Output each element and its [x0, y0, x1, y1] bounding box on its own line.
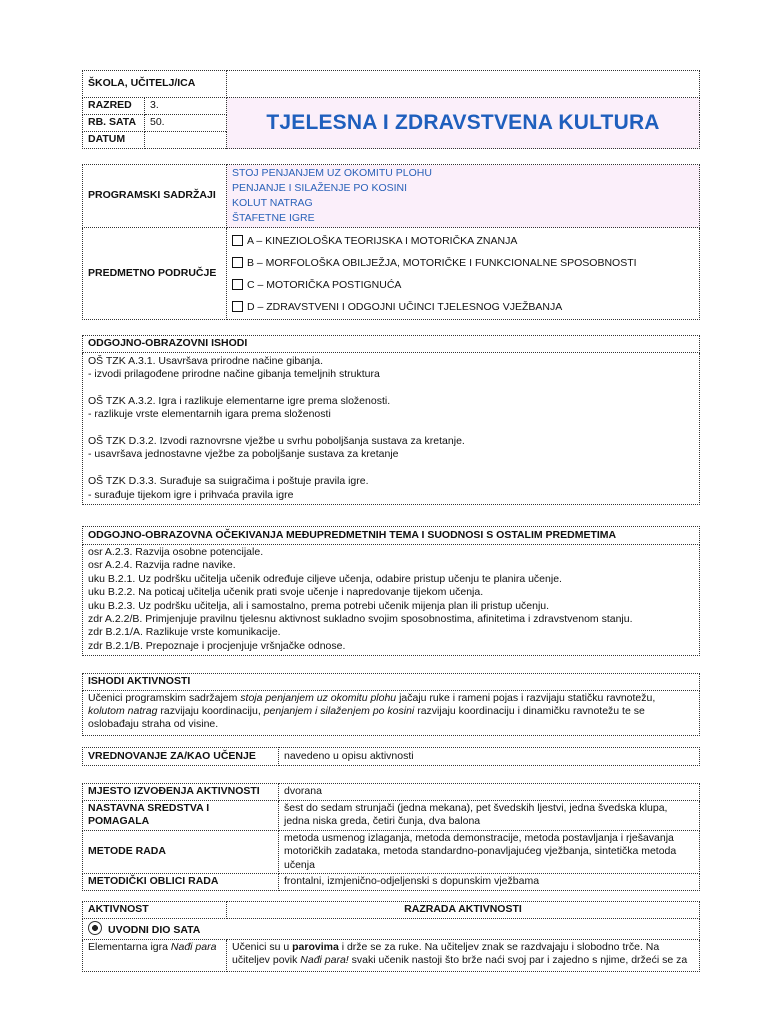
- resources-value: šest do sedam strunjači (jedna mekana), pet švedskih ljestvi, jedna švedska klupa, jedna niska greda, četiri čunja, dva balona: [279, 800, 700, 830]
- subject-area-label: PREDMETNO PODRUČJE: [83, 228, 227, 320]
- program-item: PENJANJE I SILAŽENJE PO KOSINI: [232, 182, 408, 194]
- activity-table: [82, 901, 700, 972]
- checkbox[interactable]: [232, 235, 243, 246]
- school-label: ŠKOLA, UČITELJ/ICA: [83, 71, 227, 98]
- section-title: UVODNI DIO SATA: [108, 923, 201, 936]
- program-item: KOLUT NATRAG: [232, 197, 313, 209]
- activity-col-header: AKTIVNOST: [83, 902, 227, 919]
- date-value[interactable]: [145, 132, 227, 149]
- outcomes-label: ODGOJNO-OBRAZOVNI ISHODI: [83, 336, 700, 353]
- activity-name: Elementarna igra Nađi para: [83, 940, 227, 972]
- lesson-number-label: RB. SATA: [83, 115, 145, 132]
- methods-label: METODE RADA: [83, 830, 279, 874]
- grade-value[interactable]: 3.: [145, 98, 227, 115]
- subject-area-option-b[interactable]: B – MORFOLOŠKA OBILJEŽJA, MOTORIČKE I FUNKCIONALNE SPOSOBNOSTI: [232, 252, 694, 274]
- evaluation-table: [82, 747, 700, 766]
- date-label: DATUM: [83, 132, 145, 149]
- lesson-number-value[interactable]: 50.: [145, 115, 227, 132]
- resources-label: NASTAVNA SREDSTVA I POMAGALA: [83, 800, 279, 830]
- section-intro: [83, 919, 700, 940]
- activity-detail-col-header: RAZRADA AKTIVNOSTI: [227, 902, 700, 919]
- program-item: ŠTAFETNE IGRE: [232, 212, 315, 224]
- program-item: STOJ PENJANJEM UZ OKOMITU PLOHU: [232, 167, 432, 179]
- activity-description: Učenici su u parovima i drže se za ruke. Na učiteljev znak se razdvajaju i slobodno trče. Na učiteljev povik Nađi para! svaki učenik nastoji što brže naći svoj par i zajedno s njime, držeći se za: [227, 940, 700, 972]
- location-label: MJESTO IZVOĐENJA AKTIVNOSTI: [83, 784, 279, 801]
- program-label: PROGRAMSKI SADRŽAJI: [83, 165, 227, 228]
- activity-outcomes-label: ISHODI AKTIVNOSTI: [83, 674, 700, 691]
- activity-outcomes-text: Učenici programskim sadržajem stoja penjanjem uz okomitu plohu jačaju ruke i rameni pojas i razvijaju statičku ravnotežu, kolutom natrag razvijaju koordinaciju, penjanjem i silaženjem po kosini razvijaju koordinaciju i dinamičku ravnotežu te se oslobađaju straha od visine.: [83, 690, 700, 735]
- evaluation-label: VREDNOVANJE ZA/KAO UČENJE: [83, 748, 279, 766]
- program-items: [227, 165, 700, 228]
- grade-label: RAZRED: [83, 98, 145, 115]
- expectations-label: ODGOJNO-OBRAZOVNA OČEKIVANJA MEĐUPREDMETNIH TEMA I SUODNOSI S OSTALIM PREDMETIMA: [83, 527, 700, 545]
- details-table: [82, 783, 700, 891]
- subject-area-option-d[interactable]: D – ZDRAVSTVENI I ODGOJNI UČINCI TJELESNOG VJEŽBANJA: [232, 296, 694, 318]
- methods-value: metoda usmenog izlaganja, metoda demonstracije, metoda postavljanja i rješavanja motoričkih zadataka, metoda standardno-ponavljajućeg vježbanja, sintetička metoda učenja: [279, 830, 700, 874]
- outcomes-table: [82, 335, 700, 505]
- header-table: [82, 70, 700, 149]
- subject-area-options: [227, 228, 700, 320]
- checkbox[interactable]: [232, 279, 243, 290]
- subject-area-option-a[interactable]: A – KINEZIOLOŠKA TEORIJSKA I MOTORIČKA ZNANJA: [232, 230, 694, 252]
- subject-area-option-c[interactable]: C – MOTORIČKA POSTIGNUĆA: [232, 274, 694, 296]
- checkbox[interactable]: [232, 257, 243, 268]
- program-table: [82, 164, 700, 320]
- checkbox[interactable]: [232, 301, 243, 312]
- page-title: TJELESNA I ZDRAVSTVENA KULTURA: [227, 98, 700, 149]
- school-value[interactable]: [227, 71, 700, 98]
- activity-outcomes-table: [82, 673, 700, 736]
- location-value: dvorana: [279, 784, 700, 801]
- work-forms-value: frontalni, izmjenično-odjeljenski s dopunskim vježbama: [279, 874, 700, 891]
- outcomes-text: OŠ TZK A.3.1. Usavršava prirodne načine gibanja. - izvodi prilagođene prirodne načine gibanja temeljnih struktura OŠ TZK A.3.2. Igra i razlikuje elementarne igre prema složenosti. - razlikuje vrste elementarnih igara prema složenosti OŠ TZK D.3.2. Izvodi raznovrsne vježbe u svrhu poboljšanja sustava za kretanje. - usavršava jednostavne vježbe za poboljšanje sustava za kretanje OŠ TZK D.3.3. Surađuje sa suigračima i poštuje pravila igre. - surađuje tijekom igre i prihvaća pravila igre: [83, 352, 700, 504]
- ball-icon: [88, 921, 102, 935]
- work-forms-label: METODIČKI OBLICI RADA: [83, 874, 279, 891]
- expectations-text: osr A.2.3. Razvija osobne potencijale. osr A.2.4. Razvija radne navike. uku B.2.1. Uz podršku učitelja učenik određuje ciljeve učenja, odabire pristup učenju te planira učenje. uku B.2.2. Na poticaj učitelja učenik prati svoje učenje i napredovanje tijekom učenja. uku B.2.3. Uz podršku učitelja, ali i samostalno, prema potrebi učenik mijenja plan ili pristup učenju. zdr A.2.2/B. Primjenjuje pravilnu tjelesnu aktivnost sukladno svojim sposobnostima, afinitetima i zdravstvenom stanju. zdr B.2.1/A. Razlikuje vrste komunikacije. zdr B.2.1/B. Prepoznaje i procjenjuje vršnjačke odnose.: [83, 545, 700, 656]
- expectations-table: [82, 526, 700, 656]
- evaluation-value: navedeno u opisu aktivnosti: [279, 748, 700, 766]
